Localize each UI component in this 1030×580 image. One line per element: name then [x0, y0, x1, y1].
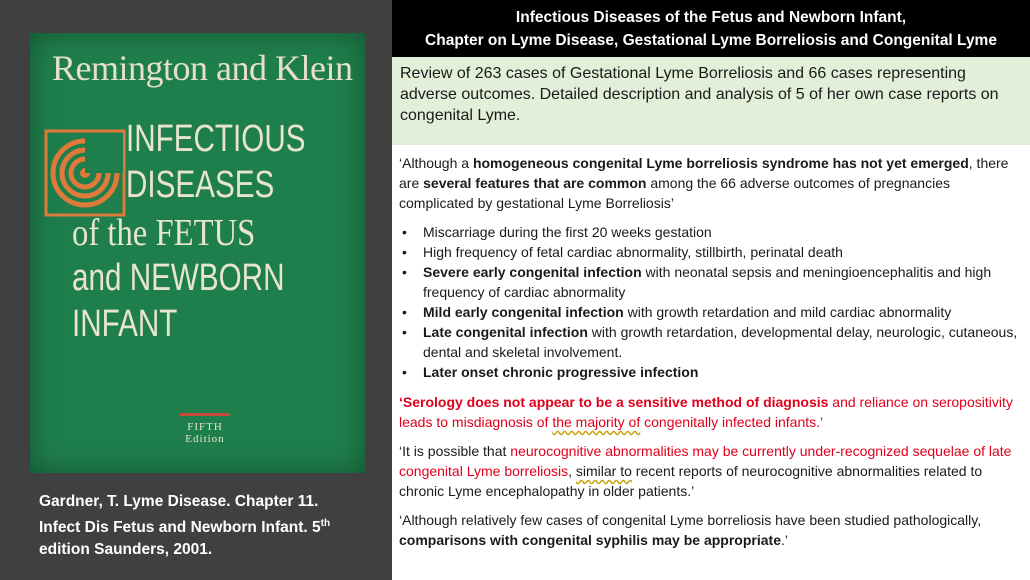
citation-line: Gardner, T. Lyme Disease. Chapter 11.: [39, 493, 319, 510]
quote-text: ‘It is possible that: [399, 443, 511, 459]
quote-text: ,: [568, 463, 576, 479]
citation-superscript: th: [320, 518, 331, 529]
edition-number: FIFTH: [187, 421, 223, 433]
title-line: Chapter on Lyme Disease, Gestational Lyme Borreliosis and Congenital Lyme: [425, 32, 997, 49]
quote-text: congenitally infected infants.’: [640, 414, 824, 430]
list-item: [399, 302, 1027, 322]
list-item: [399, 262, 1027, 302]
list-item-text: High frequency of fetal cardiac abnormality, stillbirth, perinatal death: [423, 244, 843, 260]
quote-text: recent reports of neurocognitive abnormalities related to chronic Lyme encephalopathy in older patients.’: [399, 463, 983, 499]
list-item: [399, 322, 1027, 362]
citation-text: Infect Dis Fetus and Newborn Infant. 5: [39, 519, 321, 537]
quote-neurocognitive: [399, 441, 1027, 501]
title-line: Infectious Diseases of the Fetus and Newborn Infant,: [515, 9, 907, 26]
quote-red-text: neurocognitive abnormalities may be currently under-recognized sequelae of late congenital Lyme borreliosis: [399, 443, 1012, 479]
left-panel: [0, 0, 392, 580]
book-title-line: INFANT: [72, 303, 178, 345]
book-title-line: of the FETUS: [72, 212, 256, 254]
book-logo-icon: [40, 125, 130, 221]
summary-text: Review of 263 cases of Gestational Lyme Borreliosis and 66 cases representing adverse outcomes. Detailed description and analysis of 5 of her own case reports on congenital Lyme.: [400, 65, 999, 124]
quote-text: the majority of: [552, 414, 641, 430]
list-item-text: with growth retardation, developmental delay, neurologic, cutaneous, dental and skeletal involvement.: [423, 324, 1018, 360]
quote-bold: comparisons with congenital syphilis may be appropriate: [399, 532, 781, 548]
list-item-bold: Later onset chronic progressive infection: [423, 364, 699, 380]
quote-bold: ‘Serology does not appear to be a sensitive method of diagnosis: [399, 394, 829, 410]
book-title-line: DISEASES: [126, 164, 275, 206]
main-content: [399, 153, 1027, 559]
citation-line: edition Saunders, 2001.: [39, 541, 213, 559]
list-item-text: with growth retardation and mild cardiac abnormality: [623, 304, 952, 320]
list-item-bold: Late congenital infection: [423, 324, 588, 340]
citation-line: [39, 513, 374, 539]
quote-text: and reliance on seropositivity leads to misdiagnosis of: [399, 394, 1013, 430]
book-title-line: INFECTIOUS: [126, 118, 306, 160]
list-item: [399, 362, 1027, 382]
book-title-line: and NEWBORN: [72, 257, 285, 299]
quote-text: ‘Although a: [399, 155, 473, 171]
book-cover-image: [30, 33, 365, 473]
edition-divider: [180, 413, 230, 416]
quote-text: similar to: [575, 463, 632, 479]
feature-list: [399, 222, 1027, 382]
quote-text: among the 66 adverse outcomes of pregnancies complicated by gestational Lyme Borreliosis’: [399, 175, 950, 211]
list-item-bold: Severe early congenital infection: [423, 264, 642, 280]
quote-bold: several features that are common: [423, 175, 647, 191]
list-item: [399, 222, 1027, 242]
list-item: [399, 242, 1027, 262]
quote-text: , there are: [399, 155, 1009, 191]
edition-word: Edition: [185, 433, 225, 445]
quote-common-features: [399, 153, 1027, 213]
quote-syphilis: [399, 510, 1027, 550]
quote-text: ‘Although relatively few cases of congenital Lyme borreliosis have been studied pathologically,: [399, 512, 982, 528]
book-edition: [180, 421, 230, 445]
summary-box: [392, 57, 1030, 145]
quote-serology: [399, 392, 1027, 432]
quote-text: .’: [780, 532, 788, 548]
citation: [39, 491, 374, 561]
slide-title: [392, 0, 1030, 57]
list-item-bold: Mild early congenital infection: [423, 304, 624, 320]
list-item-text: with neonatal sepsis and meningioencephalitis and high frequency of cardiac abnormality: [423, 264, 992, 300]
list-item-text: Miscarriage during the first 20 weeks gestation: [423, 224, 712, 240]
book-author: Remington and Klein: [52, 48, 353, 88]
quote-bold: homogeneous congenital Lyme borreliosis syndrome has not yet emerged: [472, 155, 969, 171]
